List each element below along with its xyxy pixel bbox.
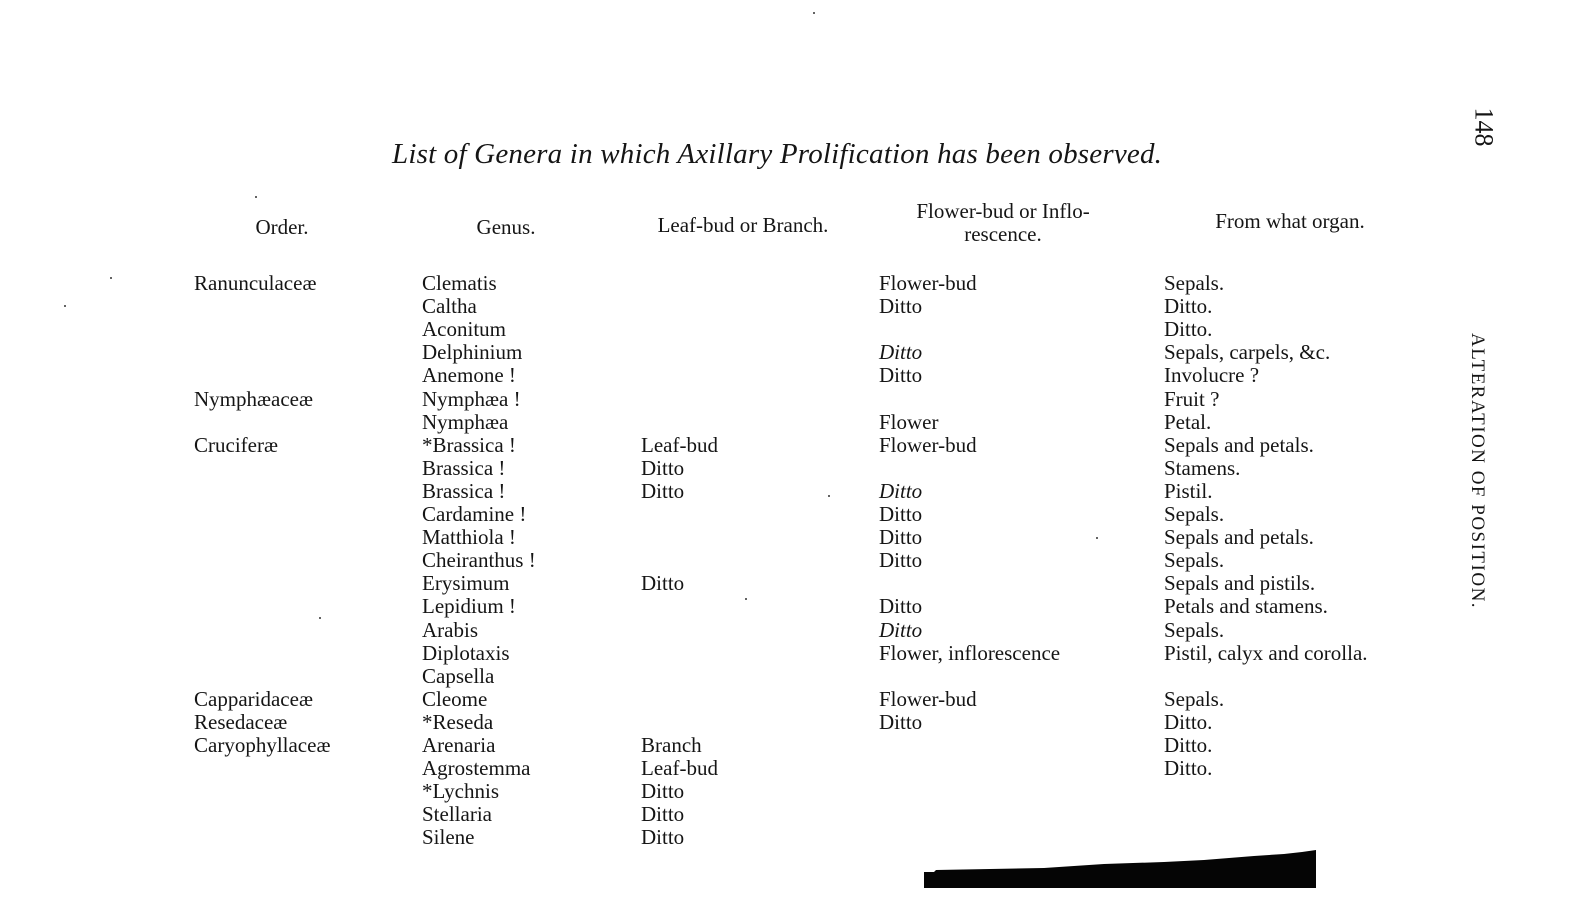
table-cell-flower: Flower-bud: [879, 687, 977, 711]
table-cell-genus: Nymphæa !: [422, 387, 521, 411]
table-cell-genus: Capsella: [422, 664, 495, 688]
table-cell-leaf: Leaf-bud: [641, 433, 718, 457]
table-cell-genus: Silene: [422, 825, 475, 849]
scan-speck: [64, 305, 66, 307]
table-cell-leaf: Ditto: [641, 825, 685, 849]
scan-speck: [255, 196, 257, 198]
table-cell-genus: Caltha: [422, 294, 477, 318]
table-cell-genus: Erysimum: [422, 571, 510, 595]
table-cell-flower: Ditto: [879, 363, 923, 387]
table-cell-genus: Matthiola !: [422, 525, 516, 549]
table-cell-organ: Ditto.: [1164, 317, 1213, 341]
table-cell-genus: Cheiranthus !: [422, 548, 536, 572]
table-cell-genus: Cardamine !: [422, 502, 527, 526]
table-cell-organ: Pistil, calyx and corolla.: [1164, 641, 1368, 665]
table-cell-genus: Delphinium: [422, 340, 523, 364]
table-cell-flower: Ditto: [879, 618, 923, 642]
scan-speck: [745, 598, 747, 600]
table-cell-organ: Ditto.: [1164, 710, 1213, 734]
table-cell-genus: Anemone !: [422, 363, 516, 387]
table-cell-genus: Arenaria: [422, 733, 496, 757]
table-cell-leaf: Ditto: [641, 479, 685, 503]
running-head: ALTERATION OF POSITION.: [1467, 333, 1488, 610]
table-cell-organ: Sepals.: [1164, 502, 1225, 526]
table-cell-organ: Sepals.: [1164, 618, 1225, 642]
table-cell-flower: Ditto: [879, 710, 923, 734]
table-cell-genus: Stellaria: [422, 802, 492, 826]
table-cell-genus: Arabis: [422, 618, 478, 642]
table-cell-genus: *Reseda: [422, 710, 494, 734]
table-cell-order: Nymphæaceæ: [194, 387, 313, 411]
table-cell-genus: Lepidium !: [422, 594, 516, 618]
table-cell-leaf: Branch: [641, 733, 702, 757]
scan-speck: [1096, 537, 1098, 539]
table-cell-order: Capparidaceæ: [194, 687, 313, 711]
table-cell-organ: Involucre ?: [1164, 363, 1260, 387]
table-title: List of Genera in which Axillary Prolification has been observed.: [392, 138, 1163, 170]
table-cell-organ: Sepals and pistils.: [1164, 571, 1316, 595]
table-cell-organ: Sepals and petals.: [1164, 433, 1314, 457]
table-cell-flower: Ditto: [879, 479, 923, 503]
table-cell-flower: Flower-bud: [879, 433, 977, 457]
scan-speck: [828, 495, 830, 497]
table-cell-leaf: Ditto: [641, 779, 685, 803]
table-cell-organ: Sepals.: [1164, 548, 1225, 572]
scan-speck: [813, 12, 815, 14]
black-redaction-bar: [924, 850, 1316, 888]
table-cell-organ: Fruit ?: [1164, 387, 1220, 411]
header-order: Order.: [255, 215, 309, 239]
table-cell-leaf: Ditto: [641, 802, 685, 826]
table-cell-order: Caryophyllaceæ: [194, 733, 331, 757]
table-cell-flower: Ditto: [879, 502, 923, 526]
table-cell-order: Ranunculaceæ: [194, 271, 317, 295]
table-cell-flower: Ditto: [879, 340, 923, 364]
table-cell-genus: Brassica !: [422, 456, 506, 480]
table-cell-organ: Ditto.: [1164, 733, 1213, 757]
table-cell-genus: Nymphæa: [422, 410, 509, 434]
table-cell-organ: Sepals and petals.: [1164, 525, 1314, 549]
table-cell-order: Resedaceæ: [194, 710, 288, 734]
table-cell-flower: Ditto: [879, 294, 923, 318]
table-cell-flower: Ditto: [879, 594, 923, 618]
table-cell-order: Cruciferæ: [194, 433, 278, 457]
scan-speck: [319, 617, 321, 619]
header-organ: From what organ.: [1215, 209, 1365, 233]
table-cell-organ: Sepals, carpels, &c.: [1164, 340, 1331, 364]
table-cell-genus: Diplotaxis: [422, 641, 510, 665]
table-cell-leaf: Ditto: [641, 456, 685, 480]
table-cell-genus: *Lychnis: [422, 779, 499, 803]
table-cell-genus: Aconitum: [422, 317, 506, 341]
table-cell-organ: Ditto.: [1164, 294, 1213, 318]
header-genus: Genus.: [476, 215, 536, 239]
table-cell-leaf: Ditto: [641, 571, 685, 595]
table-cell-flower: Flower: [879, 410, 939, 434]
table-cell-genus: Brassica !: [422, 479, 506, 503]
table-cell-organ: Ditto.: [1164, 756, 1213, 780]
header-flower-bud: Flower-bud or Inflo-rescence.: [916, 199, 1090, 246]
table-cell-leaf: Leaf-bud: [641, 756, 718, 780]
table-cell-organ: Stamens.: [1164, 456, 1241, 480]
table-cell-genus: Cleome: [422, 687, 488, 711]
header-leaf-bud: Leaf-bud or Branch.: [657, 213, 829, 237]
table-cell-organ: Petals and stamens.: [1164, 594, 1328, 618]
table-cell-flower: Flower, inflorescence: [879, 641, 1061, 665]
table-cell-genus: Agrostemma: [422, 756, 531, 780]
table-cell-organ: Sepals.: [1164, 271, 1225, 295]
scan-speck: [110, 277, 112, 279]
table-cell-flower: Ditto: [879, 548, 923, 572]
table-cell-organ: Pistil.: [1164, 479, 1213, 503]
table-cell-organ: Sepals.: [1164, 687, 1225, 711]
table-cell-flower: Ditto: [879, 525, 923, 549]
table-cell-organ: Petal.: [1164, 410, 1212, 434]
table-cell-genus: Clematis: [422, 271, 497, 295]
table-cell-genus: *Brassica !: [422, 433, 516, 457]
page-number: 148: [1469, 107, 1499, 147]
table-cell-flower: Flower-bud: [879, 271, 977, 295]
